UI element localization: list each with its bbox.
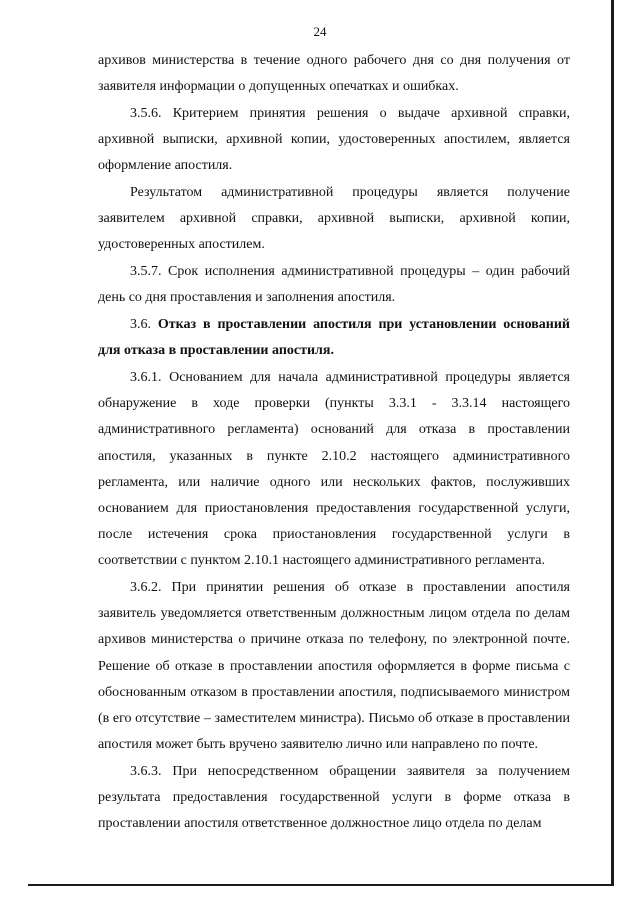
paragraph-3-6-3: 3.6.3. При непосредственном обращении заявителя за получением результата предоставления государственной услуги в форме отказа в проставлении апостиля ответственное должностное лицо отдела по делам (98, 763, 570, 832)
section-heading-number: 3.6. (130, 317, 151, 333)
paragraph-3-5-6: 3.5.6. Критерием принятия решения о выдаче архивной справки, архивной выписки, архивной копии, удостоверенных апостилем, является оформление апостиля. (98, 105, 570, 174)
scan-edge-bottom (28, 884, 614, 886)
paragraph-3-6-1: 3.6.1. Основанием для начала административной процедуры является обнаружение в ходе проверки (пункты 3.3.1 - 3.3.14 настоящего административного регламента) оснований для отказа в проставлении апостиля, указанных в пункте 2.10.2 настоящего административного регламента, или наличие одного или нескольких фактов, послуживших основанием для приостановления предоставления государственной услуги, после истечения срока приостановления государственной услуги в соответствии с пунктом 2.10.1 настоящего административного регламента. (98, 369, 570, 569)
paragraph-3-6-2: 3.6.2. При принятии решения об отказе в проставлении апостиля заявитель уведомляется ответственным должностным лицом отдела по делам архивов министерства о причине отказа по телефону, по электронной почте. Решение об отказе в проставлении апостиля оформляется в форме письма с обоснованным отказом в проставлении апостиля, подписываемого министром (в его отсутствие – заместителем министра). Письмо об отказе в проставлении апостиля может быть вручено заявителю лично или направлено по почте. (98, 580, 570, 753)
document-body (98, 48, 570, 838)
page-number: 24 (313, 24, 327, 39)
paragraph-continuation: архивов министерства в течение одного рабочего дня со дня получения от заявителя информации о допущенных опечатках и ошибках. (98, 53, 570, 95)
section-heading-title: Отказ в проставлении апостиля при установлении оснований для отказа в проставлении апостиля. (98, 317, 571, 359)
paragraph-3-5-7: 3.5.7. Срок исполнения административной процедуры – один рабочий день со дня проставления и заполнения апостиля. (98, 264, 570, 306)
scan-edge-right (611, 0, 614, 885)
paragraph-result: Результатом административной процедуры является получение заявителем архивной справки, архивной выписки, архивной копии, удостоверенных апостилем. (98, 185, 570, 253)
section-heading-3-6 (98, 312, 570, 364)
